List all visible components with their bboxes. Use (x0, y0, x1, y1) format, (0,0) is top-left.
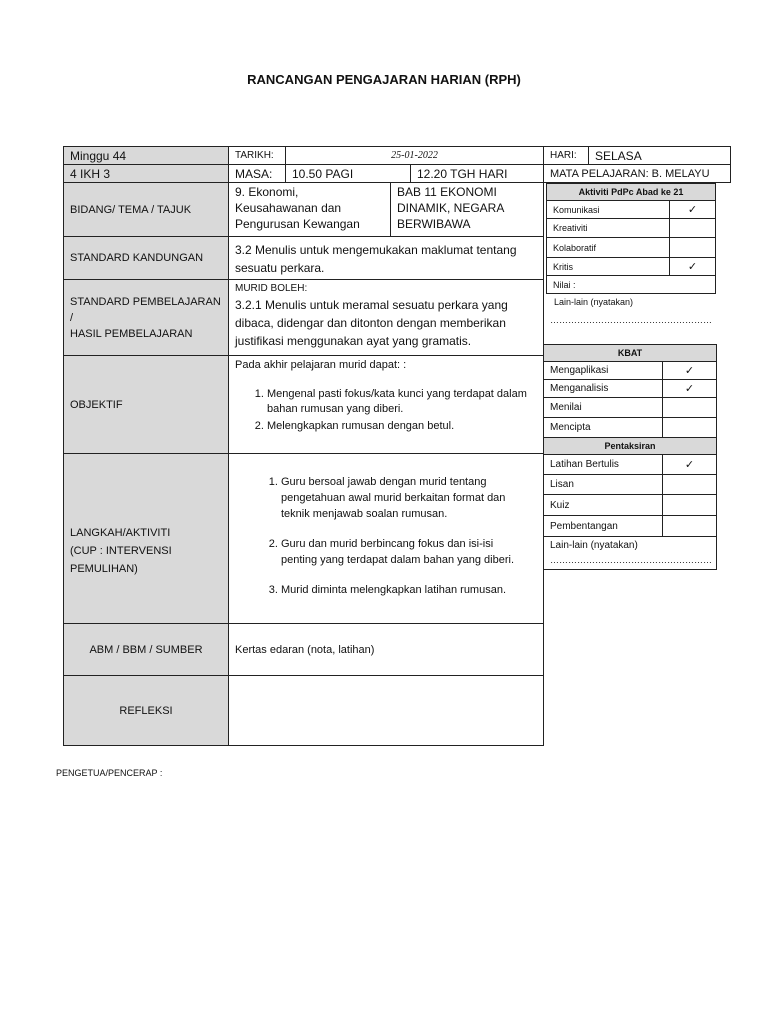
langkah-item: 2. Guru dan murid berbincang fokus dan isi-isi penting yang terdapat dalam bahan yang diberi. (281, 536, 523, 568)
abad21-row-mark (669, 200, 716, 219)
pentaksiran-row-label (543, 515, 663, 537)
pentaksiran-row-mark (662, 494, 717, 516)
pentaksiran-lain-lain: Lain-lain (nyatakan) (550, 540, 638, 551)
abad21-label: Kritis (553, 261, 573, 272)
pentaksiran-label: Latihan Bertulis (550, 459, 619, 470)
kbat-row-label (543, 397, 663, 418)
pentaksiran-label: Lisan (550, 479, 574, 490)
mata-pelajaran-cell (543, 164, 731, 183)
standard-pembelajaran-label-2: HASIL PEMBELAJARAN (70, 327, 193, 340)
standard-kandungan-cell (228, 236, 544, 280)
check-icon: ✓ (687, 260, 698, 273)
pentaksiran-lain-cell (543, 536, 717, 570)
bidang-tema-line-2: Keusahawanan dan (235, 201, 342, 215)
abad21-label: Kolaboratif (553, 242, 597, 253)
pentaksiran-row-mark (662, 454, 717, 475)
pentaksiran-row-mark (662, 474, 717, 495)
abad21-label: Kreativiti (553, 223, 588, 233)
masa-start: 10.50 PAGI (292, 166, 354, 181)
objektif-list (235, 387, 537, 434)
kbat-row-label (543, 379, 663, 398)
standard-pembelajaran-cell (228, 279, 544, 356)
standard-pembelajaran-line-3: justifikasi menggunakan ayat yang gramatis. (235, 334, 472, 348)
objektif-label: OBJEKTIF (70, 398, 123, 411)
pentaksiran-dots: ……………………………………………… (550, 555, 712, 565)
bidang-tajuk-line-3: BERWIBAWA (397, 217, 471, 231)
abad21-row-mark (669, 218, 716, 238)
tarikh-value: 25-01-2022 (391, 150, 438, 161)
kbat-row-label (543, 417, 663, 438)
hari-label-cell (543, 146, 589, 165)
refleksi-label: REFLEKSI (119, 704, 173, 717)
pentaksiran-heading: Pentaksiran (604, 441, 656, 451)
langkah-list (247, 474, 523, 598)
objektif-intro: Pada akhir pelajaran murid dapat: : (235, 359, 407, 371)
abad21-row-label (546, 200, 670, 219)
pentaksiran-label: Pembentangan (550, 520, 618, 532)
tarikh-value-cell (285, 146, 544, 165)
abad21-row-label (546, 237, 670, 258)
kbat-row-label (543, 361, 663, 380)
abad21-row-label (546, 257, 670, 276)
abad21-dots: ……………………………………………… (550, 315, 712, 325)
hari-label: HARI: (550, 150, 577, 161)
standard-pembelajaran-line-1: 3.2.1 Menulis untuk meramal sesuatu perkara yang (235, 298, 508, 312)
pentaksiran-heading-cell (543, 437, 717, 455)
standard-pembelajaran-label-1: STANDARD PEMBELAJARAN / (70, 295, 221, 324)
pentaksiran-row-label (543, 474, 663, 495)
pengetua-label: PENGETUA/PENCERAP : (56, 768, 163, 778)
abm-label-cell (63, 623, 229, 676)
objektif-item: 1. Mengenal pasti fokus/kata kunci yang terdapat dalam bahan rumusan yang diberi. (267, 387, 537, 417)
kbat-row-mark (662, 379, 717, 398)
check-icon: ✓ (684, 364, 695, 377)
masa-start-cell (285, 164, 411, 183)
langkah-label-cell (63, 453, 229, 624)
langkah-item: 1. Guru bersoal jawab dengan murid tentang pengetahuan awal murid berkaitan format dan teknik menjawab soalan rumusan. (281, 474, 523, 522)
hari-value: SELASA (595, 148, 642, 163)
kbat-row-mark (662, 397, 717, 418)
bidang-tajuk-cell (390, 182, 544, 237)
abm-value: Kertas edaran (nota, latihan) (235, 643, 375, 656)
nilai-label: Nilai : (553, 279, 576, 290)
kelas-cell (63, 164, 229, 183)
check-icon: ✓ (684, 458, 695, 471)
kbat-label: Mencipta (550, 422, 591, 433)
page-title: RANCANGAN PENGAJARAN HARIAN (RPH) (247, 72, 521, 87)
minggu-text: Minggu 44 (70, 148, 127, 163)
abad21-lain-lain: Lain-lain (nyatakan) (554, 297, 634, 307)
murid-boleh-text: MURID BOLEH: (235, 283, 308, 294)
langkah-label-1: LANGKAH/AKTIVITI (70, 526, 171, 539)
abad21-label: Komunikasi (553, 204, 600, 215)
kbat-label: Menilai (550, 402, 582, 413)
abad21-row-mark (669, 237, 716, 258)
standard-kandungan-line-1: 3.2 Menulis untuk mengemukakan maklumat tentang (235, 243, 517, 257)
standard-kandungan-label: STANDARD KANDUNGAN (70, 252, 204, 264)
abad21-heading-cell (546, 183, 716, 201)
abad21-heading: Aktiviti PdPc Abad ke 21 (578, 187, 684, 197)
abad21-row-label (546, 218, 670, 238)
kbat-label: Menganalisis (550, 383, 609, 394)
standard-kandungan-label-cell (63, 236, 229, 280)
kbat-heading: KBAT (617, 348, 643, 358)
bidang-tajuk-line-1: BAB 11 EKONOMI (397, 185, 497, 199)
kelas-text: 4 IKH 3 (70, 166, 111, 181)
abad21-row-mark (669, 257, 716, 276)
tarikh-label-cell (228, 146, 286, 165)
kbat-heading-cell (543, 344, 717, 362)
hari-value-cell (588, 146, 731, 165)
standard-pembelajaran-label-cell (63, 279, 229, 356)
bidang-tema-cell (228, 182, 391, 237)
langkah-item: 3. Murid diminta melengkapkan latihan rumusan. (281, 582, 523, 598)
standard-kandungan-line-2: sesuatu perkara. (235, 261, 325, 275)
kbat-label: Mengaplikasi (550, 365, 609, 376)
nilai-cell (546, 275, 716, 294)
tarikh-label: TARIKH: (235, 150, 274, 161)
check-icon: ✓ (684, 382, 695, 395)
bidang-tema-line-1: 9. Ekonomi, (235, 185, 299, 199)
standard-pembelajaran-line-2: dibaca, didengar dan ditonton dengan memberikan (235, 316, 506, 330)
pentaksiran-row-label (543, 494, 663, 516)
langkah-cell (228, 453, 544, 624)
refleksi-label-cell (63, 675, 229, 746)
check-icon: ✓ (687, 203, 698, 216)
pentaksiran-row-mark (662, 515, 717, 537)
kbat-row-mark (662, 361, 717, 380)
objektif-item: 2. Melengkapkan rumusan dengan betul. (267, 419, 537, 434)
masa-end: 12.20 TGH HARI (417, 166, 508, 181)
masa-end-cell (410, 164, 544, 183)
objektif-label-cell (63, 355, 229, 454)
pentaksiran-label: Kuiz (550, 499, 570, 511)
masa-label-cell (228, 164, 286, 183)
masa-label: MASA: (235, 166, 273, 181)
bidang-tema-line-3: Pengurusan Kewangan (235, 217, 360, 231)
langkah-label-3: PEMULIHAN) (70, 562, 138, 575)
bidang-label-cell (63, 182, 229, 237)
mata-pelajaran: MATA PELAJARAN: B. MELAYU (550, 167, 710, 180)
minggu-cell (63, 146, 229, 165)
langkah-label-2: (CUP : INTERVENSI (70, 544, 172, 557)
refleksi-cell (228, 675, 544, 746)
pentaksiran-row-label (543, 454, 663, 475)
abm-label: ABM / BBM / SUMBER (89, 643, 203, 656)
bidang-label: BIDANG/ TEMA / TAJUK (70, 203, 192, 216)
bidang-tajuk-line-2: DINAMIK, NEGARA (397, 201, 505, 215)
objektif-cell (228, 355, 544, 454)
kbat-row-mark (662, 417, 717, 438)
abm-cell (228, 623, 544, 676)
